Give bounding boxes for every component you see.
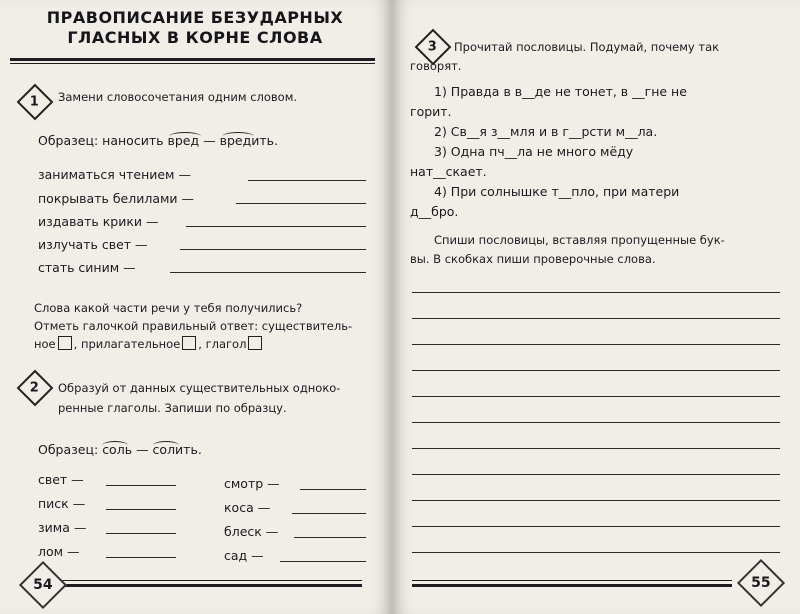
word-item: смотр — xyxy=(224,476,280,491)
exercise-number-badge xyxy=(17,84,54,121)
proverb-line: горит. xyxy=(410,104,452,119)
example-line: Образец: наносить вред — вредить. xyxy=(38,133,278,148)
writing-line[interactable] xyxy=(412,526,780,527)
word-item: блеск — xyxy=(224,524,279,539)
answer-line[interactable] xyxy=(106,485,176,486)
question-line: Отметь галочкой правильный ответ: существитель- xyxy=(34,319,353,333)
answer-line[interactable] xyxy=(300,489,366,490)
root-arc-mark xyxy=(169,132,201,141)
answer-options: ное , прилагательное , глагол xyxy=(34,335,264,353)
page-number-badge xyxy=(19,561,67,609)
root-arc-mark xyxy=(102,441,128,450)
word-item: лом — xyxy=(38,544,80,559)
answer-line[interactable] xyxy=(248,180,366,181)
word-item: писк — xyxy=(38,496,86,511)
page-number: 55 xyxy=(751,574,771,591)
answer-line[interactable] xyxy=(106,509,176,510)
exercise-number: 3 xyxy=(428,39,438,55)
root-arc-mark xyxy=(222,132,254,141)
exercise-number: 2 xyxy=(30,380,40,396)
example-answer: вредить. xyxy=(219,133,278,148)
example-line: Образец: соль — солить. xyxy=(38,442,202,457)
writing-line[interactable] xyxy=(412,474,780,475)
proverb-line: нат__скает. xyxy=(410,164,487,179)
exercise-item: стать синим — xyxy=(38,260,136,275)
exercise-number-badge xyxy=(17,370,54,407)
example-label: Образец: наносить xyxy=(38,133,164,148)
page-title xyxy=(20,8,370,48)
answer-line[interactable] xyxy=(186,226,366,227)
exercise-instruction: ренные глаголы. Запиши по образцу. xyxy=(58,401,287,415)
page-number: 54 xyxy=(33,576,53,593)
checkbox-adjective[interactable] xyxy=(182,336,196,350)
title-rule-thin xyxy=(10,63,375,64)
writing-line[interactable] xyxy=(412,370,780,371)
left-page xyxy=(0,0,392,614)
writing-line[interactable] xyxy=(412,318,780,319)
proverb-line: 4) При солнышке т__пло, при матери xyxy=(434,184,680,199)
answer-line[interactable] xyxy=(106,557,176,558)
title-rule xyxy=(10,58,375,61)
answer-line[interactable] xyxy=(106,533,176,534)
word-item: свет — xyxy=(38,472,84,487)
answer-line[interactable] xyxy=(280,561,366,562)
proverb-line: 1) Правда в в__де не тонет, в __гне не xyxy=(434,84,687,99)
footer-rule xyxy=(412,580,732,581)
word-item: коса — xyxy=(224,500,271,515)
task-instruction: Спиши пословицы, вставляя пропущенные бук- xyxy=(434,233,725,247)
writing-line[interactable] xyxy=(412,448,780,449)
exercise-item: заниматься чтением — xyxy=(38,167,191,182)
exercise-instruction: Замени словосочетания одним словом. xyxy=(58,90,298,104)
task-instruction: вы. В скобках пиши проверочные слова. xyxy=(410,252,656,266)
writing-line[interactable] xyxy=(412,396,780,397)
exercise-instruction: Прочитай пословицы. Подумай, почему так xyxy=(454,40,720,54)
answer-line[interactable] xyxy=(294,537,366,538)
writing-line[interactable] xyxy=(412,292,780,293)
exercise-instruction: говорят. xyxy=(410,59,462,73)
writing-line[interactable] xyxy=(412,344,780,345)
proverb-line: 3) Одна пч__ла не много мёду xyxy=(434,144,634,159)
title-line-1: ПРАВОПИСАНИЕ БЕЗУДАРНЫХ xyxy=(46,8,344,27)
writing-line[interactable] xyxy=(412,422,780,423)
checkbox-noun[interactable] xyxy=(58,336,72,350)
root-arc-mark xyxy=(153,441,179,450)
word-item: сад — xyxy=(224,548,264,563)
footer-rule-thick xyxy=(62,584,362,587)
title-line-2: ГЛАСНЫХ В КОРНЕ СЛОВА xyxy=(67,28,323,47)
example-answer: солить. xyxy=(152,442,202,457)
question-line: Слова какой части речи у тебя получились? xyxy=(34,301,303,315)
answer-line[interactable] xyxy=(180,249,366,250)
exercise-item: покрывать белилами — xyxy=(38,191,195,206)
word-item: зима — xyxy=(38,520,87,535)
exercise-item: издавать крики — xyxy=(38,214,159,229)
exercise-instruction: Образуй от данных существительных одноко- xyxy=(58,381,341,395)
proverb-line: 2) Св__я з__мля и в г__рсти м__ла. xyxy=(434,124,658,139)
writing-line[interactable] xyxy=(412,552,780,553)
footer-rule xyxy=(62,580,362,581)
writing-line[interactable] xyxy=(412,500,780,501)
answer-line[interactable] xyxy=(236,203,366,204)
page-number-badge xyxy=(737,559,785,607)
answer-line[interactable] xyxy=(170,272,366,273)
answer-line[interactable] xyxy=(292,513,366,514)
exercise-number: 1 xyxy=(30,94,40,110)
right-page xyxy=(392,0,800,614)
example-word: соль xyxy=(102,442,133,457)
exercise-item: излучать свет — xyxy=(38,237,148,252)
footer-rule-thick xyxy=(412,584,732,587)
checkbox-verb[interactable] xyxy=(248,336,262,350)
proverb-line: д__бро. xyxy=(410,204,459,219)
example-word: вред xyxy=(167,133,200,148)
